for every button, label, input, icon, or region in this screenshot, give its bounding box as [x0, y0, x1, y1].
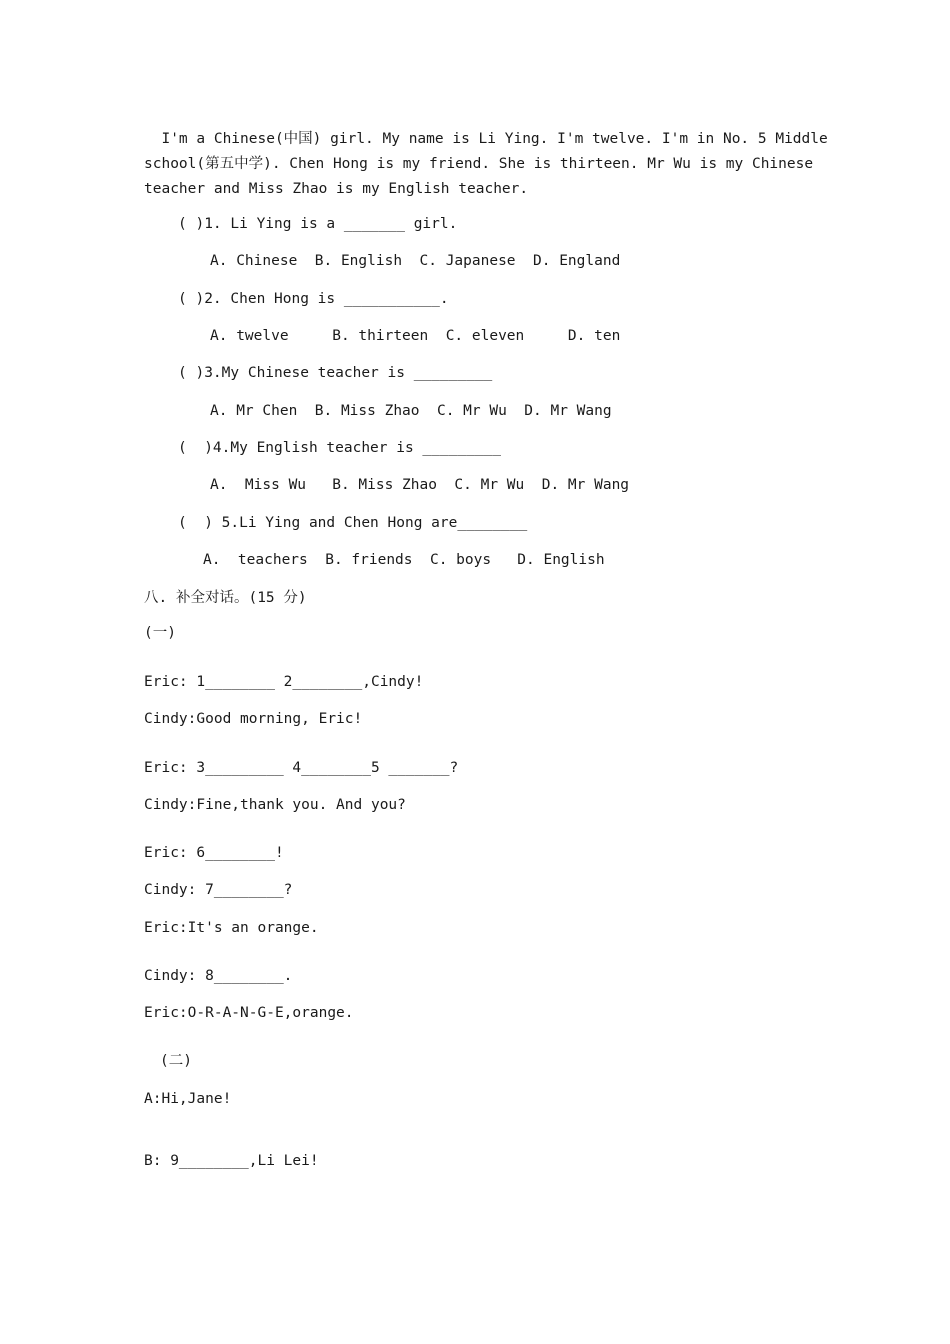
dialogue-line: Eric:It's an orange.: [144, 920, 319, 936]
question-5-stem: ( ) 5.Li Ying and Chen Hong are________: [178, 515, 528, 531]
dialogue-line: Eric:O-R-A-N-G-E,orange.: [144, 1005, 354, 1021]
question-5-options: A. teachers B. friends C. boys D. English: [203, 552, 605, 568]
dialogue-line: Eric: 6________!: [144, 845, 284, 861]
question-2-stem: ( )2. Chen Hong is ___________.: [178, 291, 449, 307]
dialogue-line: Cindy: 8________.: [144, 968, 293, 984]
dialogue-line: Cindy: 7________?: [144, 882, 293, 898]
dialogue-line: B: 9________,Li Lei!: [144, 1153, 319, 1169]
question-4-stem: ( )4.My English teacher is _________: [178, 440, 502, 456]
question-3-stem: ( )3.My Chinese teacher is _________: [178, 365, 493, 381]
question-1-stem: ( )1. Li Ying is a _______ girl.: [178, 216, 458, 232]
passage-line: I'm a Chinese(中国) girl. My name is Li Ying. I'm twelve. I'm in No. 5 Middle: [144, 131, 828, 147]
dialogue-line: Eric: 1________ 2________,Cindy!: [144, 674, 424, 690]
question-4-options: A. Miss Wu B. Miss Zhao C. Mr Wu D. Mr Wang: [210, 477, 630, 493]
passage-line: school(第五中学). Chen Hong is my friend. She is thirteen. Mr Wu is my Chinese: [144, 156, 814, 172]
question-2-options: A. twelve B. thirteen C. eleven D. ten: [210, 328, 621, 344]
dialogue-line: Cindy:Fine,thank you. And you?: [144, 797, 406, 813]
section-heading: 八. 补全对话。(15 分): [144, 590, 307, 606]
dialogue-line: Cindy:Good morning, Eric!: [144, 711, 363, 727]
question-1-options: A. Chinese B. English C. Japanese D. England: [210, 253, 621, 269]
dialogue-line: Eric: 3_________ 4________5 _______?: [144, 760, 459, 776]
question-3-options: A. Mr Chen B. Miss Zhao C. Mr Wu D. Mr Wang: [210, 403, 612, 419]
reading-passage: [144, 127, 828, 202]
part-one-label: (一): [144, 625, 176, 641]
dialogue-line: A:Hi,Jane!: [144, 1091, 232, 1107]
part-two-label: (二): [160, 1053, 192, 1069]
passage-line: teacher and Miss Zhao is my English teacher.: [144, 181, 529, 197]
